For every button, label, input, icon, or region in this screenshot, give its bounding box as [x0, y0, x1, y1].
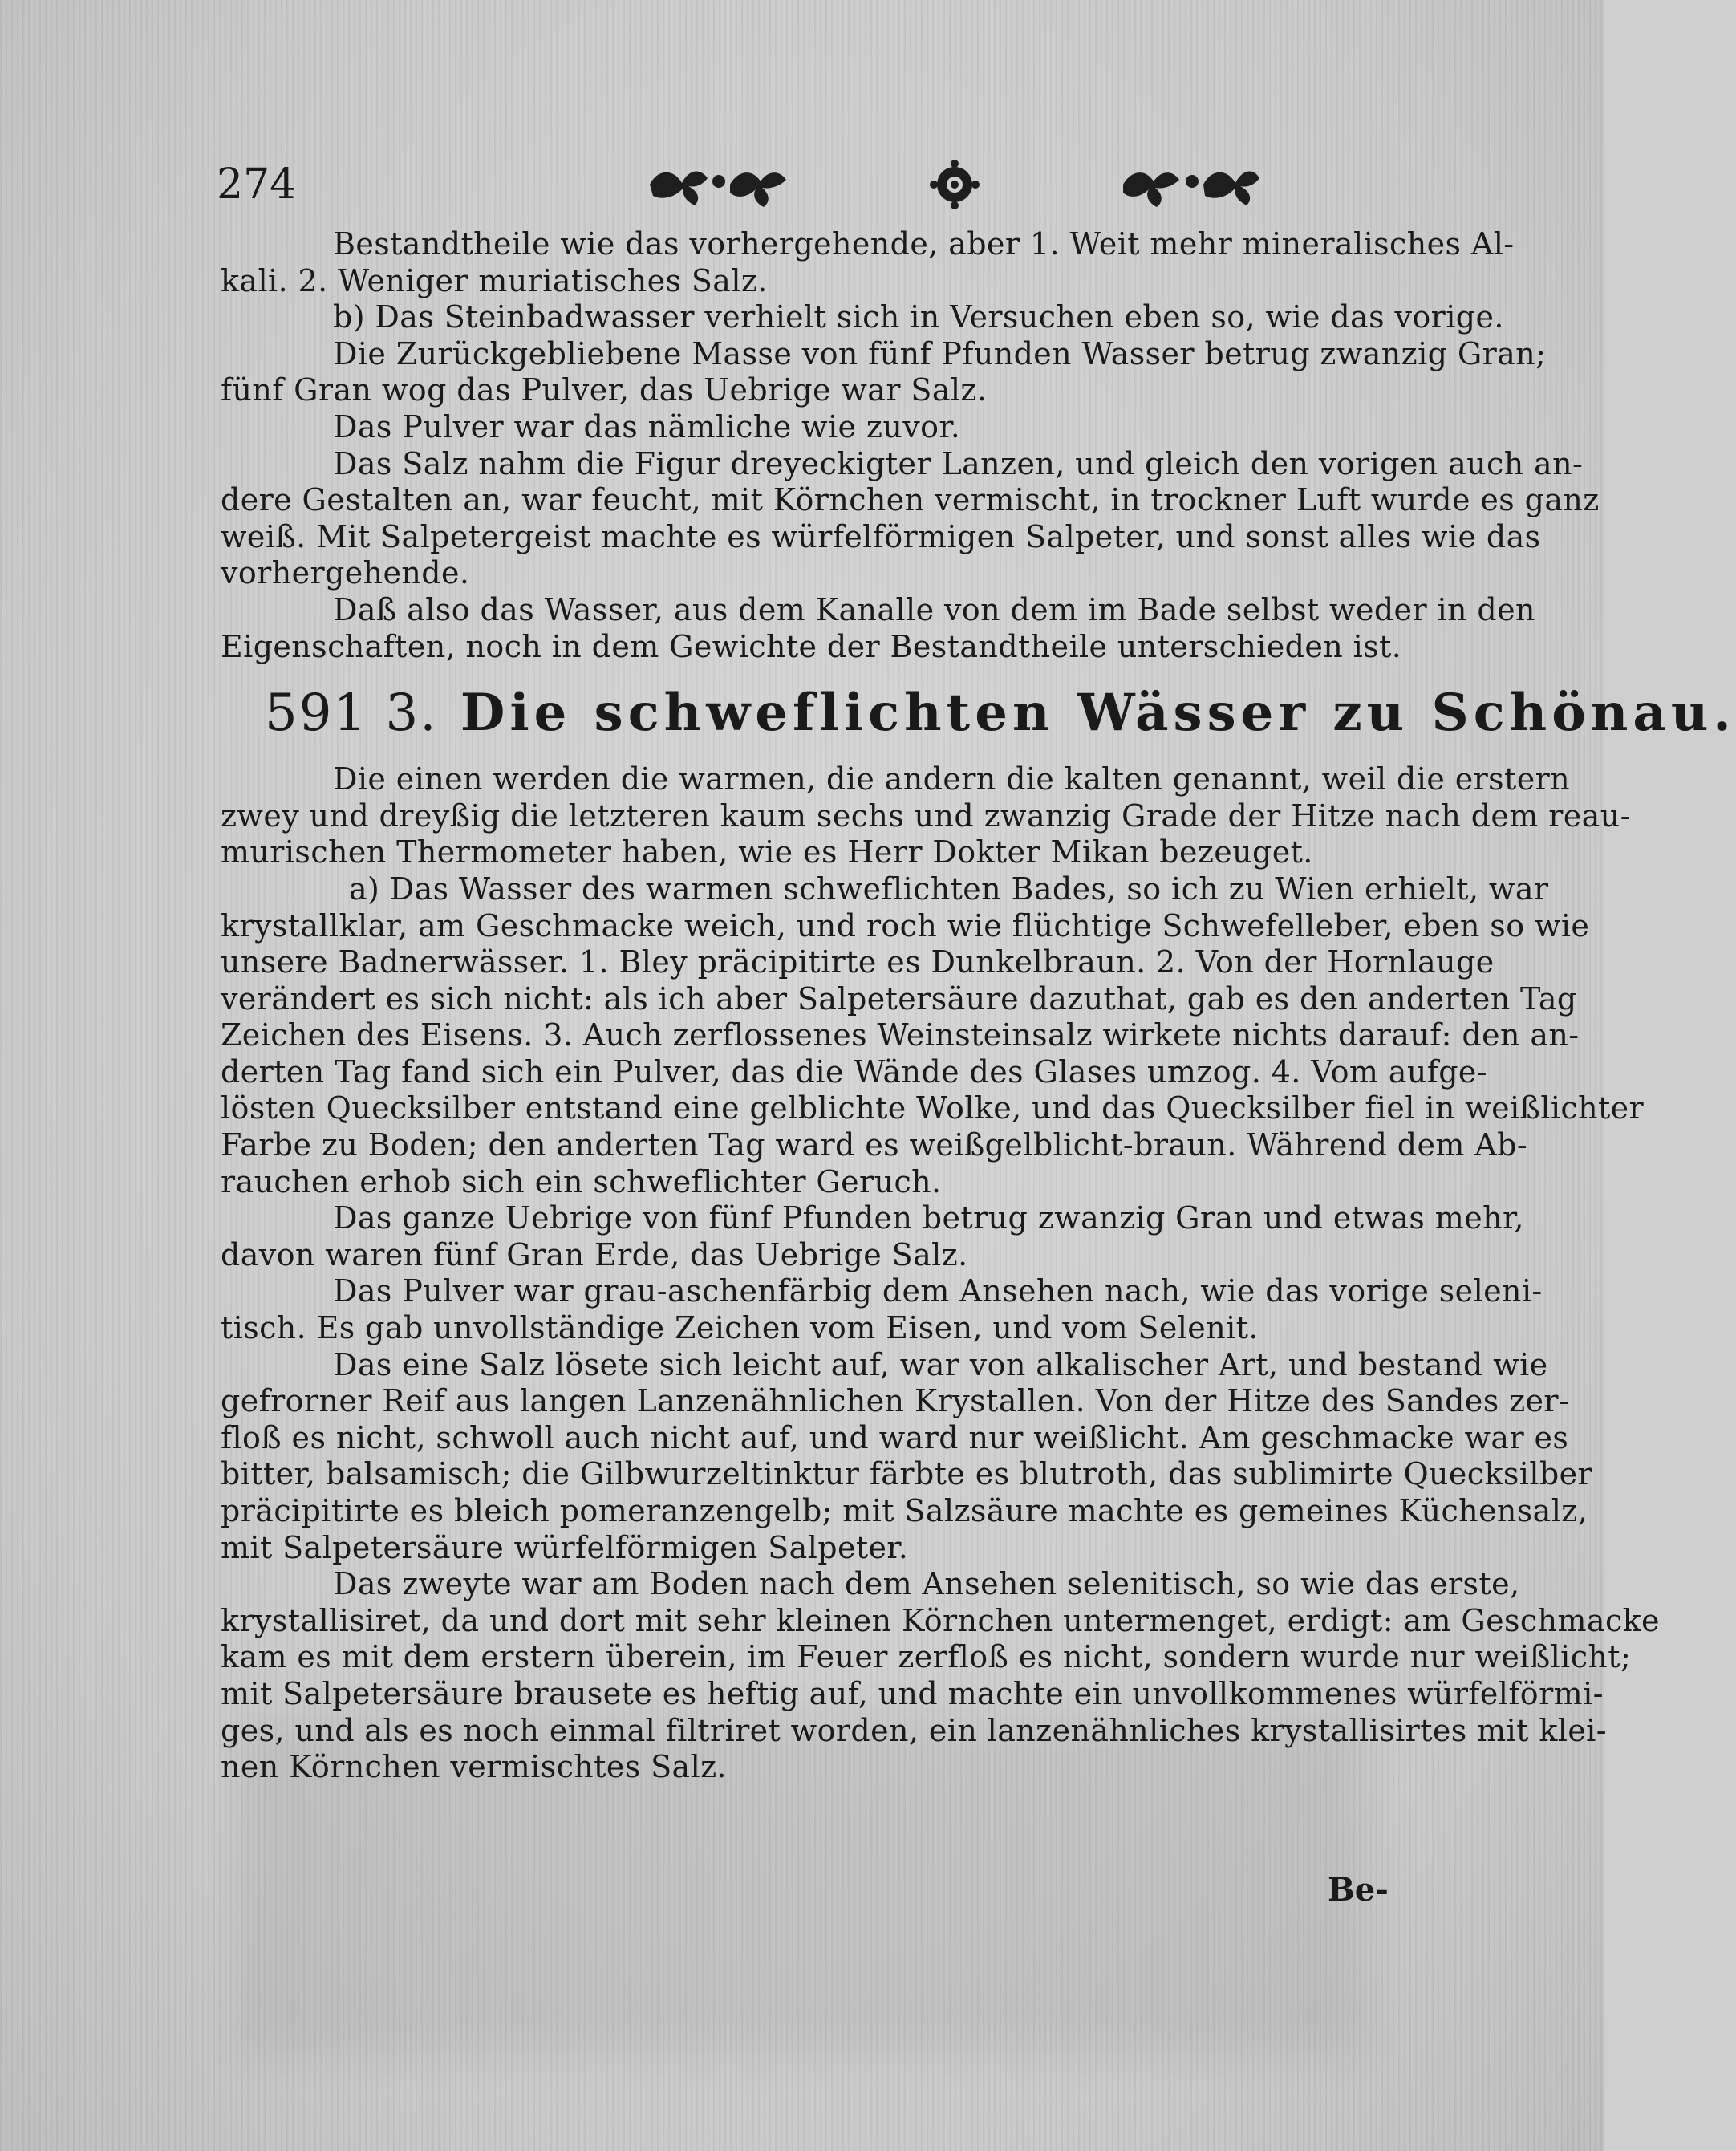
- text-line: nen Körnchen vermischtes Salz.: [221, 1749, 728, 1785]
- text-line: zwey und dreyßig die letzteren kaum sechs und zwanzig Grade der Hitze nach dem reau-: [221, 797, 1631, 834]
- text-line: Zeichen des Eisens. 3. Auch zerflossenes Weinsteinsalz wirkete nichts darauf: den an-: [221, 1017, 1580, 1053]
- text-line: Das eine Salz lösete sich leicht auf, war von alkalischer Art, und bestand wie: [333, 1346, 1548, 1382]
- text-line: mit Salpetersäure würfelförmigen Salpeter.: [221, 1529, 909, 1565]
- text-line: Das Salz nahm die Figur dreyeckigter Lanzen, und gleich den vorigen auch an-: [333, 445, 1584, 481]
- text-line: davon waren fünf Gran Erde, das Uebrige Salz.: [221, 1236, 968, 1272]
- text-line: Das Pulver war das nämliche wie zuvor.: [333, 408, 961, 444]
- text-line: a) Das Wasser des warmen schweflichten Bades, so ich zu Wien erhielt, war: [349, 871, 1549, 907]
- text-line: unsere Badnerwässer. 1. Bley präcipitirte es Dunkelbraun. 2. Von der Hornlauge: [221, 944, 1495, 980]
- text-line: mit Salpetersäure brausete es heftig auf, und machte ein unvollkommenes würfelförmi-: [221, 1675, 1604, 1711]
- text-line: Das zweyte war am Boden nach dem Ansehen selenitisch, so wie das erste,: [333, 1566, 1520, 1602]
- body-text: [221, 226, 1736, 1786]
- text-line: Die Zurückgebliebene Masse von fünf Pfunden Wasser betrug zwanzig Gran;: [333, 335, 1547, 371]
- page-header: [217, 160, 1428, 209]
- text-line: Das ganze Uebrige von fünf Pfunden betrug zwanzig Gran und etwas mehr,: [333, 1200, 1524, 1236]
- text-line: Eigenschaften, noch in dem Gewichte der Bestandtheile unterschieden ist.: [221, 628, 1402, 664]
- text-line: krystallklar, am Geschmacke weich, und roch wie flüchtige Schwefelleber, eben so wie: [221, 907, 1590, 944]
- text-line: präcipitirte es bleich pomeranzengelb; mit Salzsäure machte es gemeines Küchensalz,: [221, 1493, 1588, 1528]
- text-line: Das Pulver war grau-aschenfärbig dem Ansehen nach, wie das vorige seleni-: [333, 1273, 1543, 1309]
- text-line: weiß. Mit Salpetergeist machte es würfelförmigen Salpeter, und sonst alles wie das: [221, 518, 1541, 554]
- text-line: ges, und als es noch einmal filtriret worden, ein lanzenähnliches krystallisirtes mit klei-: [221, 1712, 1607, 1748]
- catchword: Be-: [1328, 1871, 1389, 1909]
- text-line: Die einen werden die warmen, die andern die kalten genannt, weil die erstern: [333, 761, 1571, 797]
- ornament-icon: [650, 160, 1259, 209]
- text-line: b) Das Steinbadwasser verhielt sich in Versuchen eben so, wie das vorige.: [333, 299, 1504, 335]
- text-line: murischen Thermometer haben, wie es Herr Dokter Mikan bezeuget.: [221, 834, 1313, 871]
- text-line: vorhergehende.: [221, 555, 470, 591]
- text-line: bitter, balsamisch; die Gilbwurzeltinktur färbte es blutroth, das sublimirte Quecksilber: [221, 1456, 1593, 1492]
- text-line: gefrorner Reif aus langen Lanzenähnlichen Krystallen. Von der Hitze des Sandes zer-: [221, 1383, 1570, 1419]
- section-number: 591 3.: [265, 684, 438, 744]
- text-line: Farbe zu Boden; den anderten Tag ward es weißgelblicht-braun. Während dem Ab-: [221, 1127, 1528, 1163]
- text-line: rauchen erhob sich ein schweflichter Geruch.: [221, 1163, 942, 1199]
- text-line: Daß also das Wasser, aus dem Kanalle von dem im Bade selbst weder in den: [333, 591, 1535, 627]
- text-line: fünf Gran wog das Pulver, das Uebrige war Salz.: [221, 372, 988, 408]
- text-line: krystallisiret, da und dort mit sehr kleinen Körnchen untermenget, erdigt: am Geschmacke: [221, 1602, 1660, 1638]
- section-title: Die schweflichten Wässer zu Schönau.: [460, 683, 1736, 744]
- text-line: verändert es sich nicht: als ich aber Salpetersäure dazuthat, gab es den anderten Tag: [221, 980, 1577, 1017]
- text-line: derten Tag fand sich ein Pulver, das die Wände des Glases umzog. 4. Vom aufge-: [221, 1053, 1488, 1090]
- text-line: kam es mit dem erstern überein, im Feuer zerfloß es nicht, sondern wurde nur weißlicht;: [221, 1639, 1632, 1675]
- text-line: Bestandtheile wie das vorhergehende, aber 1. Weit mehr mineralisches Al-: [333, 226, 1515, 262]
- text-line: kali. 2. Weniger muriatisches Salz.: [221, 262, 768, 298]
- section-heading: [221, 665, 1736, 761]
- text-line: tisch. Es gab unvollständige Zeichen vom Eisen, und vom Selenit.: [221, 1310, 1259, 1346]
- text-line: dere Gestalten an, war feucht, mit Körnchen vermischt, in trockner Luft wurde es ganz: [221, 482, 1600, 518]
- text-line: floß es nicht, schwoll auch nicht auf, und ward nur weißlicht. Am geschmacke war es: [221, 1419, 1569, 1455]
- text-line: lösten Quecksilber entstand eine gelblichte Wolke, und das Quecksilber fiel in weißlichter: [221, 1090, 1645, 1126]
- page-number: 274: [217, 160, 297, 209]
